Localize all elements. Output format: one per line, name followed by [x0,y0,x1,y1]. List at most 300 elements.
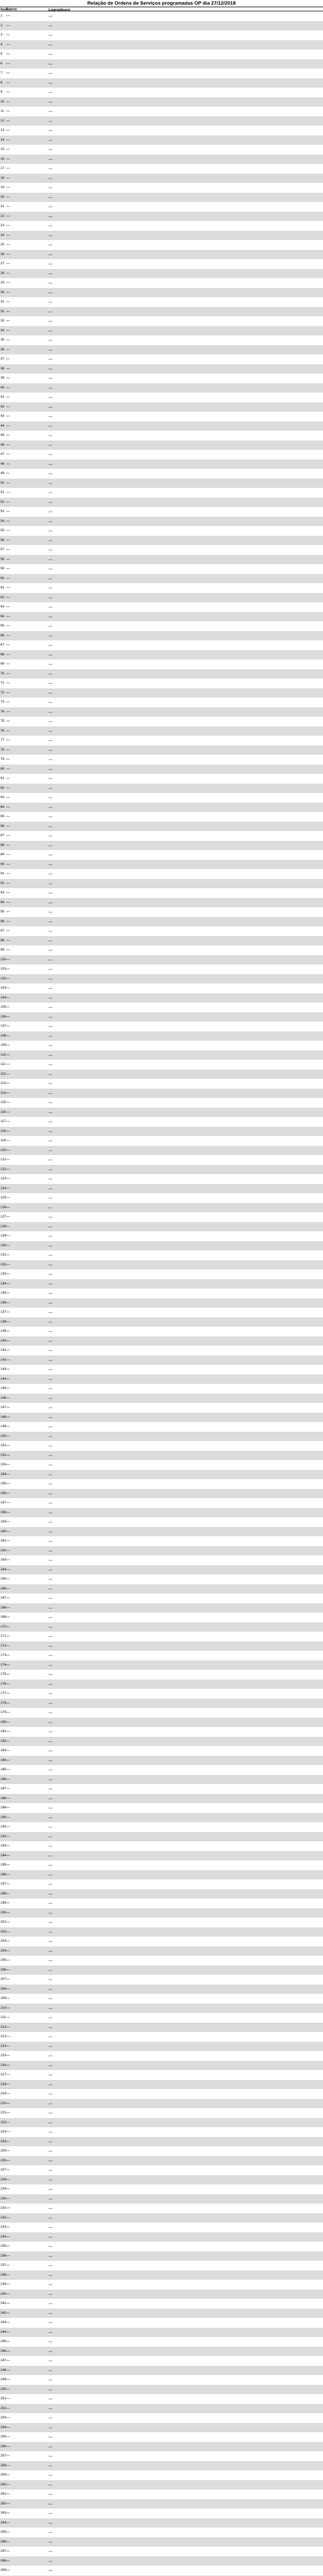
cell-extra [292,907,323,917]
cell-logradouro: — [49,2177,53,2182]
cell-bairro: — [6,853,10,856]
cell-gap [197,574,292,584]
cell-bairro: — [6,538,10,542]
cell-extra [292,1822,323,1832]
cell-logradouro: — [49,1748,53,1753]
cell-item: 174 [1,1663,6,1667]
cell-item: 233 [1,2225,6,2229]
cell-extra [292,2184,323,2194]
cell-gap [197,1937,292,1946]
cell-extra [292,2566,323,2575]
cell-extra [292,803,323,812]
table-row [0,755,323,765]
cell-extra [292,650,323,660]
cell-item: 58 [1,557,5,561]
cell-bairro: — [6,2387,10,2391]
table-row [0,1174,323,1184]
cell-logradouro: — [49,1929,53,1934]
cell-extra [292,1775,323,1785]
table-row [0,2328,323,2337]
cell-gap [197,431,292,440]
cell-item: 31 [1,300,5,303]
table-row [0,1594,323,1603]
cell-gap [197,812,292,822]
cell-extra [292,1174,323,1184]
cell-bairro: — [6,719,10,723]
cell-extra [292,1432,323,1442]
cell-bairro: — [6,1091,10,1095]
table-row [0,1860,323,1870]
cell-extra [292,1012,323,1022]
cell-item: 63 [1,605,5,608]
cell-gap [197,250,292,260]
cell-item: 120 [1,1148,6,1152]
cell-bairro: — [6,2482,10,2486]
cell-logradouro: — [49,1443,53,1448]
cell-logradouro: — [49,776,53,781]
cell-item: 65 [1,624,5,628]
cell-gap [197,1451,292,1461]
cell-logradouro: — [49,1043,53,1047]
cell-logradouro: — [49,2196,53,2201]
cell-gap [197,583,292,593]
cell-logradouro: — [49,1367,53,1371]
cell-item: 231 [1,2206,6,2210]
table-row [0,1336,323,1346]
table-row [0,545,323,555]
cell-extra [292,1632,323,1641]
cell-gap [197,926,292,936]
cell-bairro: — [6,1863,10,1867]
table-row [0,221,323,231]
cell-logradouro: — [49,1634,53,1638]
table-row [0,2318,323,2328]
cell-bairro: — [6,1739,10,1743]
cell-bairro: — [6,2196,10,2200]
cell-logradouro: — [49,804,53,809]
cell-extra [292,1298,323,1308]
cell-item: 3 [1,33,3,37]
cell-bairro: — [6,281,10,284]
cell-logradouro: — [49,1653,53,1657]
cell-gap [197,1565,292,1575]
cell-extra [292,1555,323,1565]
cell-gap [197,2004,292,2013]
cell-logradouro: — [49,2434,53,2439]
cell-gap [197,1680,292,1689]
cell-gap [197,364,292,374]
cell-item: 126 [1,1205,6,1209]
cell-bairro: — [6,929,10,933]
cell-item: 187 [1,1787,6,1790]
cell-bairro: — [6,1710,10,1714]
cell-gap [197,1212,292,1222]
cell-bairro: — [6,2215,10,2219]
cell-gap [197,526,292,536]
cell-bairro: — [6,2425,10,2429]
cell-gap [197,393,292,402]
table-row [0,774,323,784]
table-row [0,2375,323,2385]
cell-extra [292,1565,323,1575]
cell-extra [292,2423,323,2433]
cell-gap [197,2528,292,2537]
cell-logradouro: — [49,1615,53,1619]
cell-item: 215 [1,2054,6,2057]
cell-gap [197,174,292,183]
cell-gap [197,1441,292,1451]
cell-item: 95 [1,910,5,913]
cell-extra [292,2013,323,2023]
cell-extra [292,402,323,412]
cell-extra [292,822,323,832]
cell-extra [292,545,323,555]
cell-logradouro: — [49,128,53,132]
cell-logradouro: — [49,928,53,933]
cell-gap [197,1231,292,1241]
cell-gap [197,1070,292,1079]
cell-logradouro: — [49,1901,53,1905]
cell-logradouro: — [49,871,53,876]
cell-logradouro: — [49,1719,53,1724]
cell-logradouro: — [49,461,53,466]
cell-logradouro: — [49,2463,53,2468]
cell-gap [197,202,292,212]
cell-gap [197,183,292,193]
cell-extra [292,297,323,307]
table-row [0,1574,323,1584]
cell-gap [197,2480,292,2490]
cell-logradouro: — [49,1100,53,1105]
cell-logradouro: — [49,1605,53,1610]
cell-bairro: — [6,1730,10,1733]
cell-item: 42 [1,404,5,409]
table-row [0,1060,323,1070]
cell-logradouro: — [49,2215,53,2220]
cell-bairro: — [6,157,10,161]
cell-gap [197,765,292,774]
cell-item: 153 [1,1463,6,1466]
cell-logradouro: — [49,328,53,333]
table-row [0,69,323,78]
cell-item: 77 [1,738,5,742]
cell-extra [292,602,323,612]
cell-bairro: — [6,118,10,123]
cell-gap [197,2242,292,2251]
cell-extra [292,669,323,679]
cell-gap [197,2175,292,2185]
cell-logradouro: — [49,2539,53,2544]
cell-extra [292,2413,323,2423]
cell-extra [292,936,323,946]
table-row [0,974,323,984]
cell-logradouro: — [49,23,53,28]
table-row [0,440,323,450]
table-row [0,803,323,812]
cell-gap [197,488,292,498]
cell-item: 257 [1,2454,6,2458]
cell-item: 118 [1,1129,6,1133]
cell-bairro: — [6,709,10,714]
cell-bairro: — [6,1643,10,1648]
cell-logradouro: — [49,1548,53,1553]
table-row [0,793,323,803]
cell-gap [197,2232,292,2242]
cell-item: 56 [1,538,5,542]
cell-gap [197,2489,292,2499]
cell-bairro: — [6,957,10,961]
cell-extra [292,2290,323,2299]
cell-item: 89 [1,853,5,856]
cell-item: 117 [1,1120,6,1123]
cell-bairro: — [6,500,10,504]
cell-logradouro: — [49,1138,53,1143]
cell-bairro: — [6,1901,10,1905]
table-row [0,650,323,660]
table-row [0,421,323,431]
cell-extra [292,964,323,974]
cell-extra [292,1136,323,1146]
table-row [0,1108,323,1117]
cell-logradouro: — [49,1119,53,1124]
cell-item: 53 [1,510,5,513]
table-row [0,1355,323,1365]
table-row [0,1012,323,1022]
cell-gap [197,1308,292,1317]
cell-item: 221 [1,2111,6,2114]
cell-gap [197,2070,292,2080]
cell-extra [292,2089,323,2099]
table-row [0,2042,323,2052]
cell-item: 158 [1,1510,6,1514]
cell-bairro: — [6,2568,10,2572]
table-row [0,1479,323,1489]
table-row [0,831,323,841]
cell-gap [197,2556,292,2566]
cell-logradouro: — [49,99,53,104]
cell-gap [197,1394,292,1403]
cell-extra [292,879,323,889]
cell-item: 98 [1,938,5,942]
table-row [0,1127,323,1137]
cell-extra [292,1718,323,1727]
cell-extra [292,593,323,603]
cell-logradouro: — [49,1672,53,1676]
cell-item: 116 [1,1110,6,1114]
cell-gap [197,2366,292,2376]
cell-logradouro: — [49,2415,53,2420]
cell-bairro: — [6,214,10,218]
cell-gap [197,955,292,965]
cell-logradouro: — [49,118,53,123]
cell-item: 110 [1,1053,6,1057]
cell-gap [197,631,292,641]
cell-extra [292,1289,323,1298]
cell-item: 181 [1,1730,6,1733]
table-row [0,1117,323,1127]
table-row [0,2509,323,2518]
cell-gap [197,1489,292,1499]
cell-extra [292,812,323,822]
cell-extra [292,316,323,326]
cell-item: 236 [1,2253,6,2258]
cell-item: 209 [1,1996,6,2000]
cell-bairro: — [6,700,10,704]
cell-extra [292,1413,323,1422]
cell-extra [292,1956,323,1965]
cell-logradouro: — [49,1024,53,1028]
cell-logradouro: — [49,61,53,66]
cell-bairro: — [6,1377,10,1381]
cell-logradouro: — [49,1882,53,1886]
cell-extra [292,2270,323,2280]
cell-logradouro: — [49,1586,53,1591]
cell-logradouro: — [49,738,53,742]
cell-bairro: — [6,1520,10,1523]
cell-extra [292,250,323,260]
cell-gap [197,1784,292,1794]
cell-logradouro: — [49,1643,53,1648]
cell-bairro: — [6,2359,10,2362]
cell-logradouro: — [49,442,53,447]
cell-bairro: — [6,2158,10,2162]
cell-extra [292,2328,323,2337]
cell-gap [197,745,292,755]
cell-gap [197,335,292,345]
cell-item: 169 [1,1615,6,1619]
table-row [0,1727,323,1737]
table-row [0,1985,323,1994]
cell-logradouro: — [49,671,53,676]
cell-gap [197,879,292,889]
cell-logradouro: — [49,357,53,361]
table-row [0,707,323,717]
cell-logradouro: — [49,1853,53,1858]
cell-extra [292,621,323,631]
cell-bairro: — [6,252,10,256]
cell-gap [197,1641,292,1651]
table-row [0,2537,323,2547]
table-row [0,164,323,174]
cell-bairro: — [6,1586,10,1590]
table-row [0,612,323,622]
table-row [0,2099,323,2109]
table-row [0,1813,323,1823]
table-row [0,1546,323,1556]
cell-logradouro: — [49,147,53,151]
cell-item: 33 [1,319,5,323]
table-row [0,1394,323,1403]
cell-logradouro: — [49,261,53,266]
header-extra [292,7,323,11]
table-row [0,555,323,565]
table-row [0,1822,323,1832]
cell-gap [197,679,292,688]
cell-logradouro: — [49,1433,53,1438]
cell-bairro: — [6,414,10,418]
cell-item: 44 [1,423,5,428]
cell-bairro: — [6,671,10,675]
cell-item: 6 [1,61,3,65]
cell-logradouro: — [49,1920,53,1924]
table-row [0,2547,323,2556]
cell-extra [292,2299,323,2309]
cell-item: 264 [1,2520,6,2524]
cell-bairro: — [6,376,10,380]
cell-item: 18 [1,176,5,180]
cell-logradouro: — [49,2043,53,2048]
cell-extra [292,450,323,460]
cell-extra [292,945,323,955]
cell-gap [197,1651,292,1660]
table-row [0,1079,323,1089]
cell-bairro: — [6,1272,10,1276]
cell-extra [292,583,323,593]
cell-bairro: — [6,1491,10,1495]
cell-item: 34 [1,328,5,332]
cell-bairro: — [6,633,10,637]
cell-bairro: — [6,262,10,265]
cell-extra [292,2461,323,2471]
cell-logradouro: — [49,728,53,733]
cell-gap [197,2309,292,2318]
cell-extra [292,97,323,107]
cell-bairro: — [6,1386,10,1390]
cell-item: 9 [1,90,3,94]
cell-item: 191 [1,1825,6,1828]
cell-logradouro: — [49,251,53,257]
table-row [0,1470,323,1480]
cell-extra [292,2156,323,2166]
cell-item: 244 [1,2330,6,2334]
cell-bairro: — [6,1682,10,1686]
cell-extra [292,212,323,222]
cell-item: 200 [1,1910,6,1914]
cell-bairro: — [6,1605,10,1609]
cell-gap [197,1860,292,1870]
cell-gap [197,669,292,679]
cell-item: 260 [1,2482,6,2486]
cell-gap [197,1413,292,1422]
cell-extra [292,1022,323,1031]
cell-item: 168 [1,1605,6,1609]
cell-item: 39 [1,376,5,380]
table-row [0,2385,323,2395]
cell-gap [197,1946,292,1956]
cell-gap [197,507,292,517]
table-row [0,1070,323,1079]
cell-gap [197,640,292,650]
cell-bairro: — [6,490,10,494]
cell-bairro: — [6,843,10,847]
cell-logradouro: — [49,1128,53,1133]
cell-bairro: — [6,224,10,227]
cell-bairro: — [6,290,10,294]
table-row [0,1632,323,1641]
cell-bairro: — [6,1749,10,1752]
cell-logradouro: — [49,814,53,819]
cell-item: 75 [1,719,5,723]
cell-logradouro: — [49,1872,53,1877]
cell-item: 70 [1,671,5,675]
cell-logradouro: — [49,1795,53,1801]
cell-extra [292,2404,323,2414]
cell-item: 132 [1,1262,6,1266]
cell-extra [292,2366,323,2376]
cell-logradouro: — [49,1843,53,1848]
cell-item: 265 [1,2530,6,2534]
cell-item: 180 [1,1720,6,1724]
